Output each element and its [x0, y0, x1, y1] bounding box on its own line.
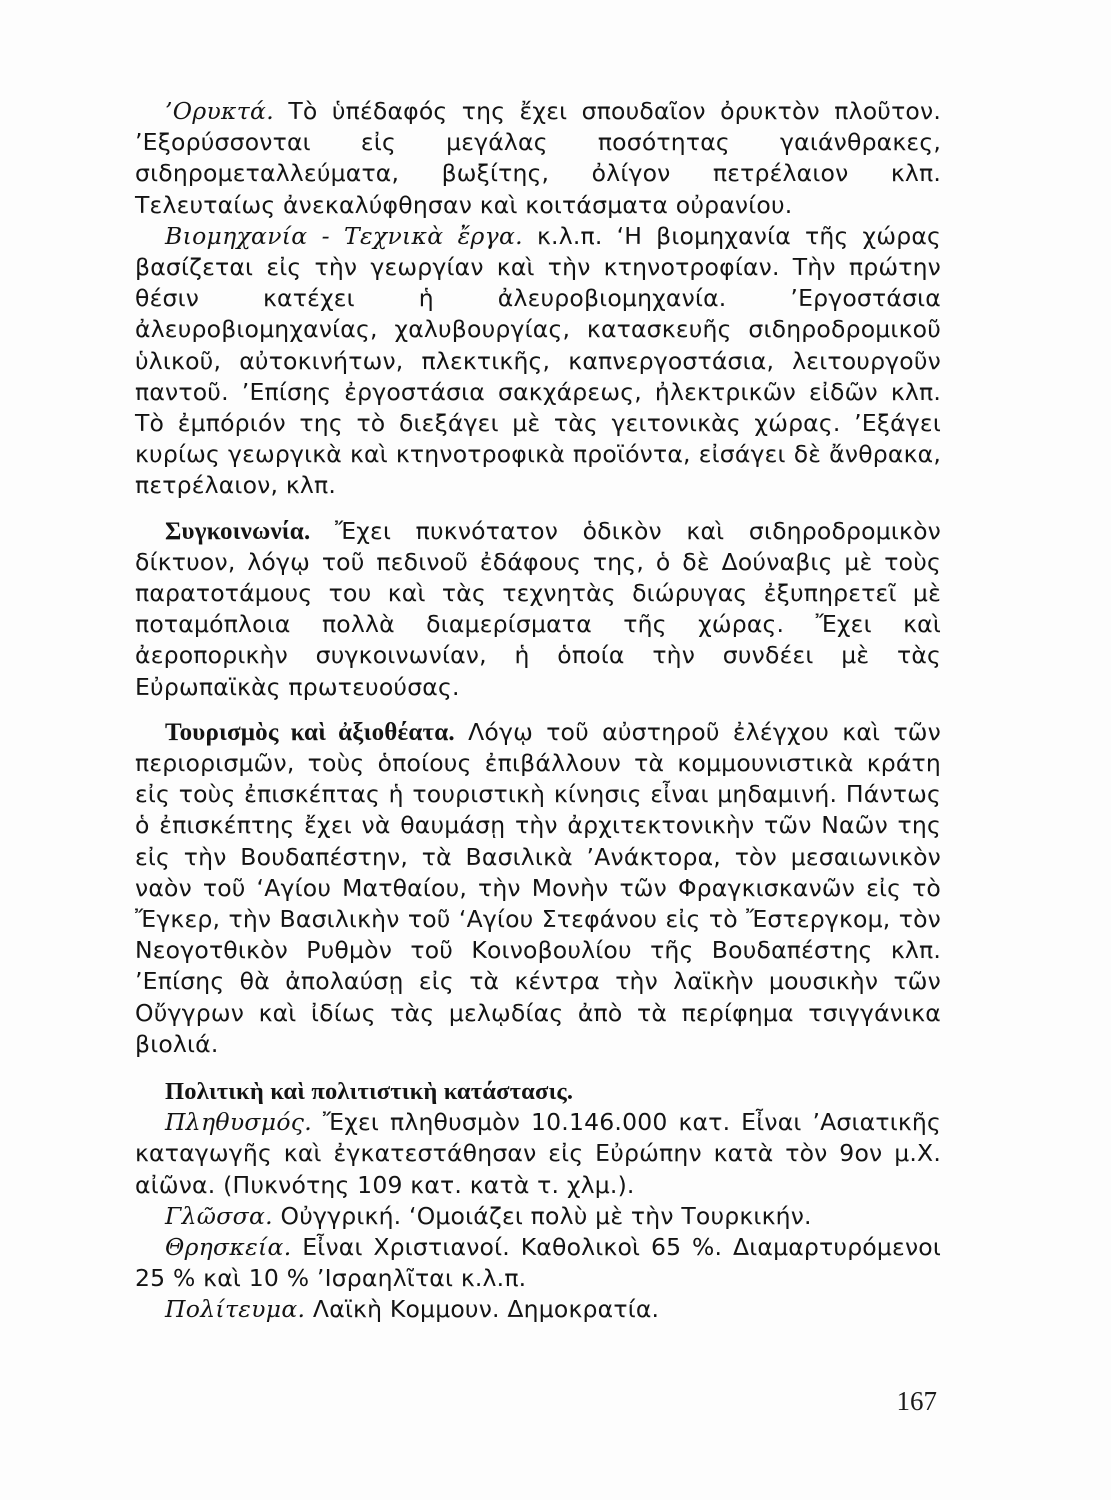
paragraph-text-industry: κ.λ.π. ‘Η βιομηχανία τῆς χώρας βασίζεται εἰς τὴν γεωργίαν καὶ τὴν κτηνοτροφίαν. Τὴν πρώτην θέσιν κατέχει ἡ ἀλευροβιομηχανία. ’Εργοστάσια ἀλευροβιομηχανίας, χαλυβουργίας, κατασκευῆς σιδηροδρομικοῦ ὑλικοῦ, αὐτοκινήτων, πλεκτικῆς, καπνεργοστάσια, λειτουργοῦν παντοῦ. ’Επίσης ἐργοστάσια σακχάρεως, ἠλεκτρικῶν εἰδῶν κλπ. Τὸ ἐμπόριόν της τὸ διεξάγει μὲ τὰς γειτονικὰς χώρας. ’Εξάγει κυρίως γεωργικὰ καὶ κτηνοτροφικὰ προϊόντα, εἰσάγει δὲ ἄνθρακα, πετρέλαιον, κλπ. — [135, 221, 941, 500]
entry-lead-government: Πολίτευμα. — [165, 1295, 306, 1324]
paragraph-communications — [135, 516, 941, 703]
entry-lead-religion: Θρησκεία. — [165, 1232, 292, 1261]
paragraph-lead-tourism: Τουρισμὸς καὶ ἀξιοθέατα. — [165, 718, 455, 746]
paragraph-text-minerals: Τὸ ὑπέδαφός της ἔχει σπουδαῖον ὀρυκτὸν πλοῦτον. ’Εξορύσσονται εἰς μεγάλας ποσότητας γαιάνθρακες, σιδηρομεταλλεύματα, βωξίτης, ὀλίγον πετρέλαιον κλπ. Τελευταίως ἀνεκαλύφθησαν καὶ κοιτάσματα οὐρανίου. — [135, 97, 941, 219]
page-number: 167 — [896, 1386, 937, 1416]
entry-text-population: Ἔχει πληθυσμὸν 10.146.000 κατ. Εἶναι ’Ασιατικῆς καταγωγῆς καὶ ἐγκατεστάθησαν εἰς Εὐρώπην κατὰ τὸν 9ον μ.Χ. αἰῶνα. (Πυκνότης 109 κατ. κατὰ τ. χλμ.). — [135, 1108, 941, 1199]
paragraph-lead-industry: Βιομηχανία - Τεχνικὰ ἔργα. — [165, 221, 523, 250]
paragraph-text-communications: Ἔχει πυκνότατον ὁδικὸν καὶ σιδηροδρομικὸν δίκτυον, λόγῳ τοῦ πεδινοῦ ἐδάφους της, ὁ δὲ Δούναβις μὲ τοὺς παρατοτάμους του καὶ τὰς τεχνητὰς διώρυγας ἐξυπηρετεῖ μὲ ποταμόπλοια πολλὰ διαμερίσματα τῆς χώρας. Ἔχει καὶ ἀεροπορικὴν συγκοινωνίαν, ἡ ὁποία τὴν συνδέει μὲ τὰς Εὐρωπαϊκὰς πρωτευούσας. — [135, 516, 941, 701]
entry-text-language: Οὐγγρική. ‘Ομοιάζει πολὺ μὲ τὴν Τουρκικήν. — [272, 1201, 812, 1230]
paragraph-minerals — [135, 96, 941, 221]
paragraph-lead-communications: Συγκοινωνία. — [165, 517, 311, 545]
entry-text-religion: Εἶναι Χριστιανοί. Καθολικοὶ 65 %. Διαμαρτυρόμενοι 25 % καὶ 10 % ’Ισραηλῖται κ.λ.π. — [135, 1232, 941, 1293]
page-body — [135, 96, 941, 1326]
entry-lead-language: Γλῶσσα. — [165, 1201, 273, 1230]
paragraph-lead-minerals: ’Ορυκτά. — [165, 97, 274, 125]
section-heading: Πολιτικὴ καὶ πολιτιστικὴ κατάστασις. — [165, 1078, 574, 1106]
paragraph-tourism — [135, 717, 941, 1060]
entry-religion — [135, 1232, 941, 1294]
entry-government — [135, 1294, 941, 1325]
entry-language — [135, 1201, 941, 1232]
entry-lead-population: Πληθυσμός. — [165, 1108, 312, 1137]
paragraph-text-tourism: Λόγῳ τοῦ αὐστηροῦ ἐλέγχου καὶ τῶν περιορισμῶν, τοὺς ὁποίους ἐπιβάλλουν τὰ κομμουνιστικὰ κράτη εἰς τοὺς ἐπισκέπτας ἡ τουριστικὴ κίνησις εἶναι μηδαμινή. Πάντως ὁ ἐπισκέπτης ἔχει νὰ θαυμάσῃ τὴν ἀρχιτεκτονικὴν τῶν Ναῶν της εἰς τὴν Βουδαπέστην, τὰ Βασιλικὰ ’Ανάκτορα, τὸν μεσαιωνικὸν ναὸν τοῦ ‘Αγίου Ματθαίου, τὴν Μονὴν τῶν Φραγκισκανῶν εἰς τὸ Ἔγκερ, τὴν Βασιλικὴν τοῦ ‘Αγίου Στεφάνου εἰς τὸ Ἔστεργκομ, τὸν Νεογοτθικὸν Ρυθμὸν τοῦ Κοινοβουλίου τῆς Βουδαπέστης κλπ. ’Επίσης θὰ ἀπολαύσῃ εἰς τὰ κέντρα τὴν λαϊκὴν μουσικὴν τῶν Οὔγγρων καὶ ἰδίως τὰς μελῳδίας ἀπὸ τὰ περίφημα τσιγγάνικα βιολιά. — [135, 717, 941, 1058]
entry-population — [135, 1107, 941, 1201]
entry-text-government: Λαϊκὴ Κομμουν. Δημοκρατία. — [305, 1295, 660, 1324]
paragraph-industry — [135, 221, 941, 502]
